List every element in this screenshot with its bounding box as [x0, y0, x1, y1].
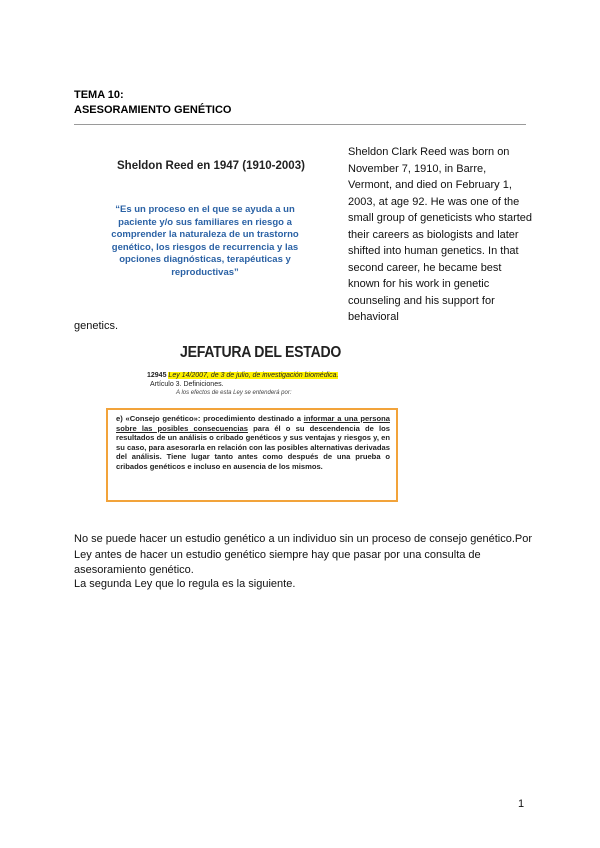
definition-underlined: informar a una persona sobre las posibles consecuencias — [116, 414, 390, 433]
page-number: 1 — [518, 798, 525, 810]
definition-rest: para él o su descendencia de los resultados de un análisis o cribado genéticos y sus ventajas y riesgos y, en su caso, para asesorarla en relación con las posibles alternativas derivadas del análisis. Tiene lugar tanto antes como después de una prueba o cribados genéticos e incluso en ausencia de los mismos. — [116, 423, 390, 471]
reed-image-heading: Sheldon Reed en 1947 (1910-2003) — [117, 160, 305, 172]
definition-intro: e) «Consejo genético»: procedimiento destinado a — [116, 414, 301, 423]
boe-heading: JEFATURA DEL ESTADO — [180, 344, 342, 361]
consejo-genetico-definition — [116, 414, 390, 472]
boe-law-title: Ley 14/2007, de 3 de julio, de investigación biomédica. — [168, 372, 339, 379]
body-paragraph-2: La segunda Ley que lo regula es la siguiente. — [74, 578, 296, 590]
title-divider — [74, 124, 526, 125]
tema-name: ASESORAMIENTO GENÉTICO — [74, 104, 232, 116]
boe-effects-note: A los efectos de esta Ley se entenderá por: — [176, 390, 292, 396]
boe-article-line: Artículo 3. Definiciones. — [150, 381, 224, 388]
document-title — [74, 88, 231, 118]
tema-label: TEMA 10: — [74, 89, 124, 101]
body-paragraph-1: No se puede hacer un estudio genético a un individuo sin un proceso de consejo genético.Por Ley antes de hacer un estudio genético siempre hay que pasar por una consulta de asesoramiento genético. — [74, 533, 533, 576]
reed-biography-tail: genetics. — [74, 320, 119, 332]
boe-law-reference — [147, 372, 338, 379]
reed-definition-quote: “Es un proceso en el que se ayuda a un paciente y/o sus familiares en riesgo a comprender la naturaleza de un trastorno genético, los riesgos de recurrencia y las opciones diagnósticas, terapéuticas y reproductivas” — [111, 204, 299, 278]
reed-biography-text: Sheldon Clark Reed was born on November 7, 1910, in Barre, Vermont, and died on February 1, 2003, at age 92. He was one of the small group of geneticists who started their careers as biologists and later shifted into human genetics. In that second career, he became best known for his work in genetic counseling and his support for behavioral — [348, 146, 533, 323]
boe-ref-number: 12945 — [147, 372, 167, 379]
